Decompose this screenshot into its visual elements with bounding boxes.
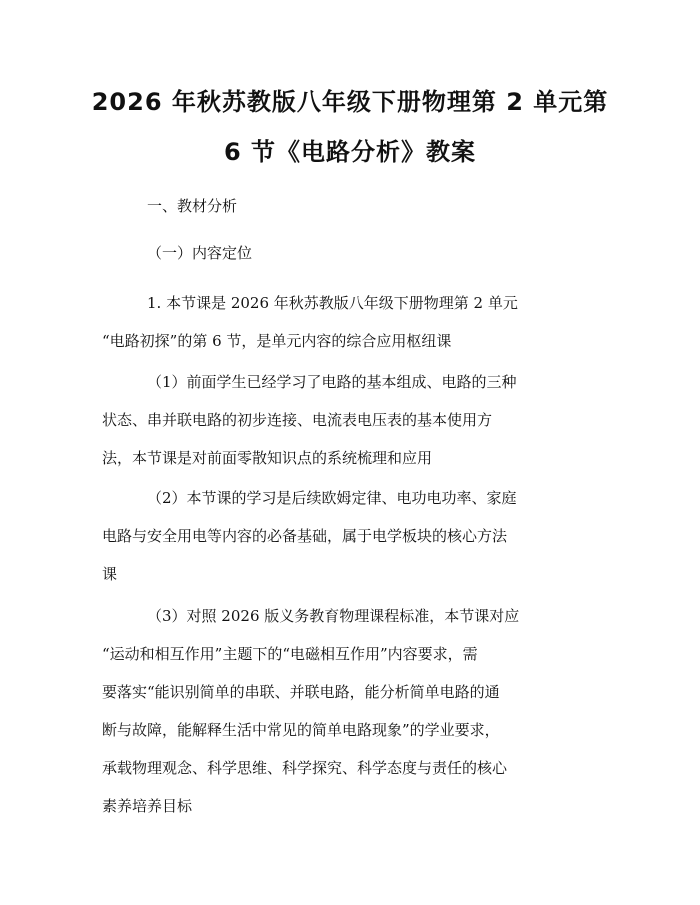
document-title-line-1: 2026 年秋苏教版八年级下册物理第 2 单元第 xyxy=(91,88,609,116)
paragraph-item-1 xyxy=(102,284,602,360)
paragraph-line: 承载物理观念、科学思维、科学探究、科学态度与责任的核心 xyxy=(102,759,508,777)
paragraph-point-1 xyxy=(102,363,602,477)
paragraph-line: “电路初探”的第 6 节，是单元内容的综合应用枢纽课 xyxy=(102,332,452,350)
paragraph-line: 要落实“能识别简单的串联、并联电路，能分析简单电路的通 xyxy=(102,683,500,701)
paragraph-line: 状态、串并联电路的初步连接、电流表电压表的基本使用方 xyxy=(102,411,493,429)
paragraph-line: （3）对照 2026 版义务教育物理课程标准，本节课对应 xyxy=(147,607,520,625)
document-title-line-2: 6 节《电路分析》教案 xyxy=(223,138,477,166)
paragraph-line: 素养培养目标 xyxy=(102,797,193,815)
paragraph-line: （1）前面学生已经学习了电路的基本组成、电路的三种 xyxy=(147,373,517,391)
paragraph-line: “运动和相互作用”主题下的“电磁相互作用”内容要求，需 xyxy=(102,645,478,663)
paragraph-line: 断与故障，能解释生活中常见的简单电路现象”的学业要求， xyxy=(102,721,500,739)
subsection-heading xyxy=(102,234,602,272)
paragraph-point-2 xyxy=(102,479,602,593)
section-heading-text: 一、教材分析 xyxy=(147,197,238,215)
section-heading xyxy=(102,187,602,225)
subsection-heading-text: （一）内容定位 xyxy=(147,244,253,262)
paragraph-point-3 xyxy=(102,597,602,825)
paragraph-line: 课 xyxy=(102,565,118,583)
paragraph-line: 1. 本节课是 2026 年秋苏教版八年级下册物理第 2 单元 xyxy=(147,294,518,312)
paragraph-line: 电路与安全用电等内容的必备基础，属于电学板块的核心方法 xyxy=(102,527,508,545)
paragraph-line: （2）本节课的学习是后续欧姆定律、电功电功率、家庭 xyxy=(147,489,517,507)
paragraph-line: 法，本节课是对前面零散知识点的系统梳理和应用 xyxy=(102,449,433,467)
